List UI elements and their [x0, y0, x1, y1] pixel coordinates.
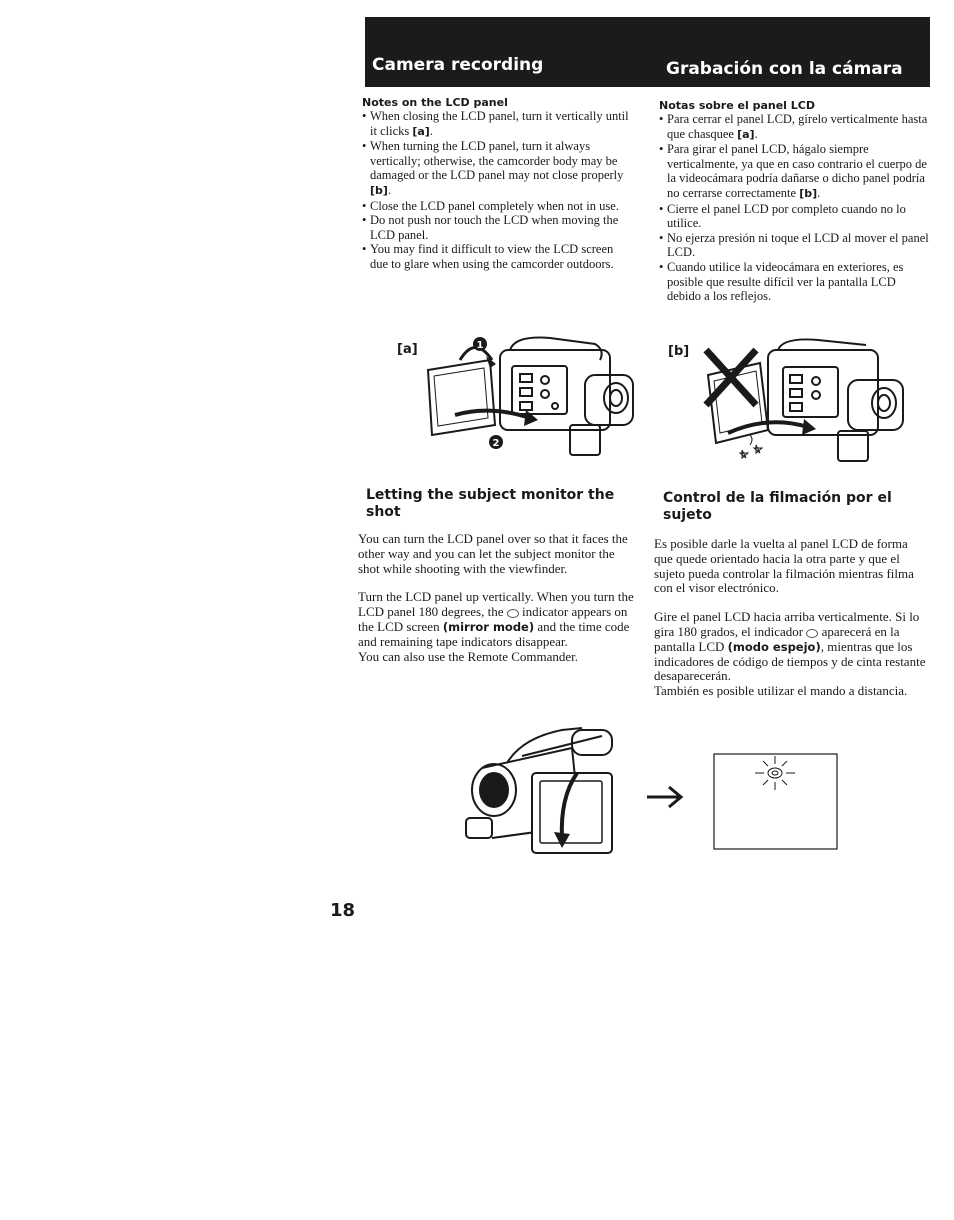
section-body-en — [358, 532, 634, 664]
mirror-mode-icon — [806, 629, 818, 638]
notes-title-en: Notes on the LCD panel — [362, 96, 508, 109]
section-title-es: Control de la filmación por el sujeto — [663, 490, 892, 523]
camcorder-mirror-mode-illustration — [462, 718, 622, 860]
paragraph: You can also use the Remote Commander. — [358, 648, 579, 664]
notes-es — [659, 99, 931, 304]
paragraph: Gire el panel LCD hacia arriba verticalmente. Si lo gira 180 grados, el indicador aparecerá en la pantalla LCD (modo espejo), mientras que los indicadores de código de tiempos y de cinta restante desaparecerán. — [654, 609, 926, 684]
header-title-en: Camera recording — [372, 55, 544, 75]
paragraph: También es posible utilizar el mando a distancia. — [654, 683, 908, 699]
notes-list-en — [362, 109, 634, 272]
paragraph: Es posible darle la vuelta al panel LCD de forma que quede orientado hacia la otra parte y que el sujeto pueda controlar la filmación mientras filma con el visor electrónico. — [654, 536, 914, 596]
mirror-mode-icon — [755, 756, 795, 790]
section-body-es — [654, 537, 926, 699]
note-item: • Cuando utilice la videocámara en exteriores, es posible que resulte difícil ver la pantalla LCD debido a los reflejos. — [659, 260, 931, 304]
note-item: • Close the LCD panel completely when not in use. — [362, 199, 634, 214]
note-item: • Para cerrar el panel LCD, gírelo verticalmente hasta que chasquee [a]. — [659, 112, 931, 142]
notes-title-es: Notas sobre el panel LCD — [659, 99, 815, 112]
lcd-screen-mirror-mode — [713, 753, 839, 851]
camcorder-wrong-turn-illustration — [698, 335, 908, 470]
right-arrow-icon — [645, 782, 685, 812]
note-item: • You may find it difficult to view the LCD screen due to glare when using the camcorder outdoors. — [362, 242, 634, 271]
mirror-mode-icon — [507, 609, 519, 618]
note-item: • No ejerza presión ni toque el LCD al mover el panel LCD. — [659, 231, 931, 260]
header-title-es: Grabación con la cámara — [666, 59, 903, 79]
paragraph: Turn the LCD panel up vertically. When you turn the LCD panel 180 degrees, the indicator appears on the LCD screen (mirror mode) and the time code and remaining tape indicators disappear. — [358, 589, 634, 649]
figure-label-b: [b] — [668, 344, 690, 359]
note-item: • When turning the LCD panel, turn it always vertically; otherwise, the camcorder body may be damaged or the LCD panel may not close properly [b]. — [362, 139, 634, 198]
svg-text:1: 1 — [476, 340, 484, 351]
section-title-en: Letting the subject monitor the shot — [366, 487, 615, 520]
figure-label-a: [a] — [397, 342, 418, 357]
note-item: • Para girar el panel LCD, hágalo siempre verticalmente, ya que en caso contrario el cuerpo de la videocámara podría dañarse o dicho panel podría no cerrarse correctamente [b]. — [659, 142, 931, 201]
notes-list-es — [659, 112, 931, 304]
note-item: • Do not push nor touch the LCD when moving the LCD panel. — [362, 213, 634, 242]
svg-text:2: 2 — [492, 438, 500, 449]
page-number: 18 — [330, 900, 356, 921]
note-item: • Cierre el panel LCD por completo cuando no lo utilice. — [659, 202, 931, 231]
note-item: • When closing the LCD panel, turn it vertically until it clicks [a]. — [362, 109, 634, 139]
damage-stars-icon — [740, 435, 762, 458]
camcorder-close-illustration — [420, 330, 640, 460]
paragraph: You can turn the LCD panel over so that it faces the other way and you can let the subject monitor the shot while shooting with the viewfinder. — [358, 531, 628, 576]
notes-en — [362, 96, 634, 272]
